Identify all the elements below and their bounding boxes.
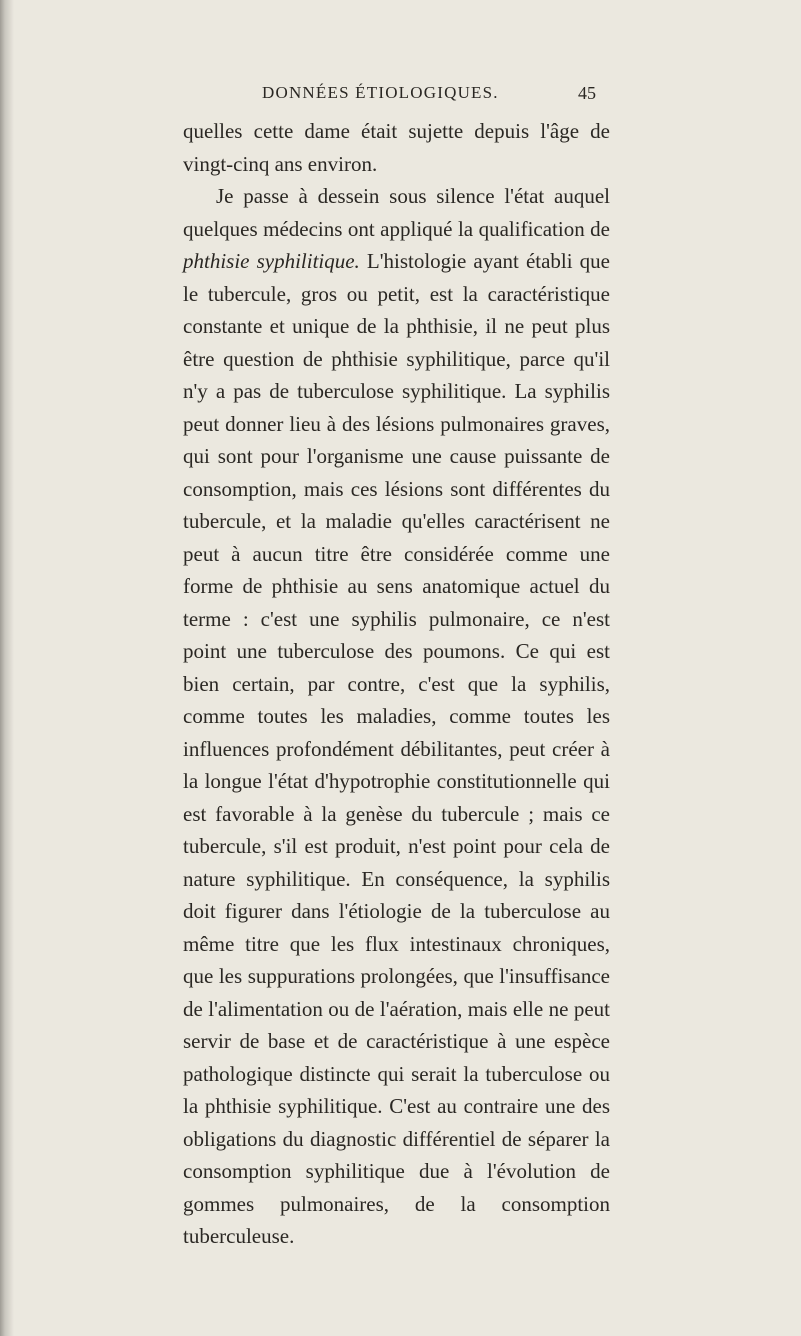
page-header: [262, 83, 596, 107]
running-title: DONNÉES ÉTIOLOGIQUES.: [262, 83, 499, 102]
paragraph-1: quelles cette dame était sujette depuis l'âge de vingt-cinq ans environ.: [183, 119, 610, 176]
page-edge-shadow: [0, 0, 14, 1336]
italic-term: phthisie syphilitique.: [183, 249, 360, 273]
body-text: [183, 115, 610, 1253]
paragraph-2-start: Je passe à dessein sous silence l'état auquel quelques médecins ont appliqué la qualification de: [183, 184, 610, 241]
paragraph-2-rest: L'histologie ayant établi que le tubercule, gros ou petit, est la caractéristique constante et unique de la phthisie, il ne peut plus être question de phthisie syphilitique, parce qu'il n'y a pas de tuberculose syphilitique. La syphilis peut donner lieu à des lésions pulmonaires graves, qui sont pour l'organisme une cause puissante de consomption, mais ces lésions sont différentes du tubercule, et la maladie qu'elles caractérisent ne peut à aucun titre être considérée comme une forme de phthisie au sens anatomique actuel du terme : c'est une syphilis pulmonaire, ce n'est point une tuberculose des poumons. Ce qui est bien certain, par contre, c'est que la syphilis, comme toutes les maladies, comme toutes les influences profondément débilitantes, peut créer à la longue l'état d'hypotrophie constitutionnelle qui est favorable à la genèse du tubercule ; mais ce tubercule, s'il est produit, n'est point pour cela de nature syphilitique. En conséquence, la syphilis doit figurer dans l'étiologie de la tuberculose au même titre que les flux intestinaux chroniques, que les suppurations prolongées, que l'insuffisance de l'alimentation ou de l'aération, mais elle ne peut servir de base et de caractéristique à une espèce pathologique distincte qui serait la tuberculose ou la phthisie syphilitique. C'est au contraire une des obligations du diagnostic différentiel de séparer la consomption syphilitique due à l'évolution de gommes pulmonaires, de la consomption tuberculeuse.: [183, 249, 610, 1248]
paragraph-2: [183, 180, 610, 1253]
page-number: 45: [578, 83, 596, 103]
